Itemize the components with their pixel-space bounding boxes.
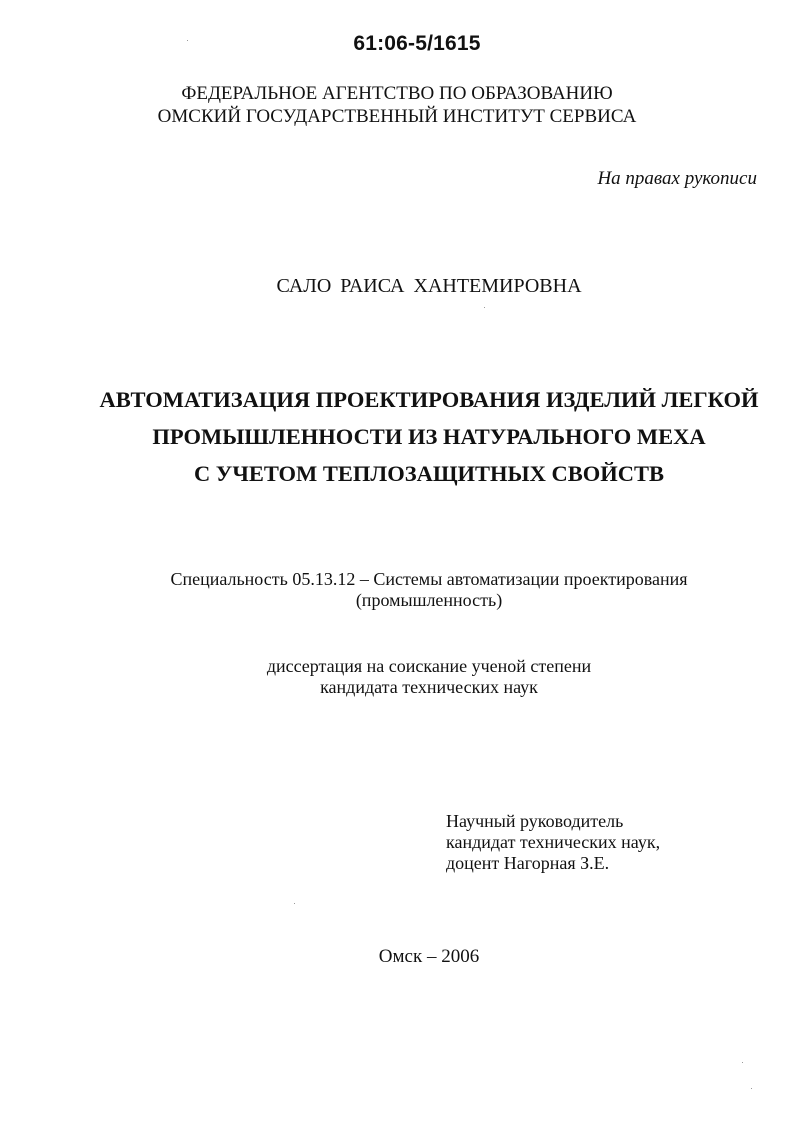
rights-note: На правах рукописи xyxy=(597,168,757,189)
supervisor-block xyxy=(446,811,660,874)
title-line: ПРОМЫШЛЕННОСТИ ИЗ НАТУРАЛЬНОГО МЕХА xyxy=(152,424,706,449)
supervisor-line: кандидат технических наук, xyxy=(446,832,661,852)
specialty-block xyxy=(0,569,794,611)
supervisor-line: Научный руководитель xyxy=(446,811,624,831)
degree-line: диссертация на соискание ученой степени xyxy=(266,656,592,676)
scan-speck xyxy=(751,1088,752,1089)
scan-speck xyxy=(294,903,295,904)
scan-speck xyxy=(187,40,188,41)
specialty-line: (промышленность) xyxy=(355,590,503,610)
specialty-line: Специальность 05.13.12 – Системы автоматизации проектирования xyxy=(170,569,688,589)
document-code: 61:06-5/1615 xyxy=(353,32,481,55)
degree-line: кандидата технических наук xyxy=(320,677,538,697)
scan-speck xyxy=(742,1062,743,1063)
title-line: С УЧЕТОМ ТЕПЛОЗАЩИТНЫХ СВОЙСТВ xyxy=(193,461,665,486)
city-year: Омск – 2006 xyxy=(378,946,480,967)
organization-line: ОМСКИЙ ГОСУДАРСТВЕННЫЙ ИНСТИТУТ СЕРВИСА xyxy=(157,106,637,127)
scan-speck xyxy=(484,307,485,308)
dissertation-title xyxy=(0,381,794,492)
degree-block xyxy=(0,656,794,698)
author-name: САЛО РАИСА ХАНТЕМИРОВНА xyxy=(276,275,582,297)
organization-block xyxy=(0,82,794,128)
title-line: АВТОМАТИЗАЦИЯ ПРОЕКТИРОВАНИЯ ИЗДЕЛИЙ ЛЕГКОЙ xyxy=(99,387,759,412)
supervisor-line: доцент Нагорная З.Е. xyxy=(446,853,610,873)
organization-line: ФЕДЕРАЛЬНОЕ АГЕНТСТВО ПО ОБРАЗОВАНИЮ xyxy=(181,83,613,104)
